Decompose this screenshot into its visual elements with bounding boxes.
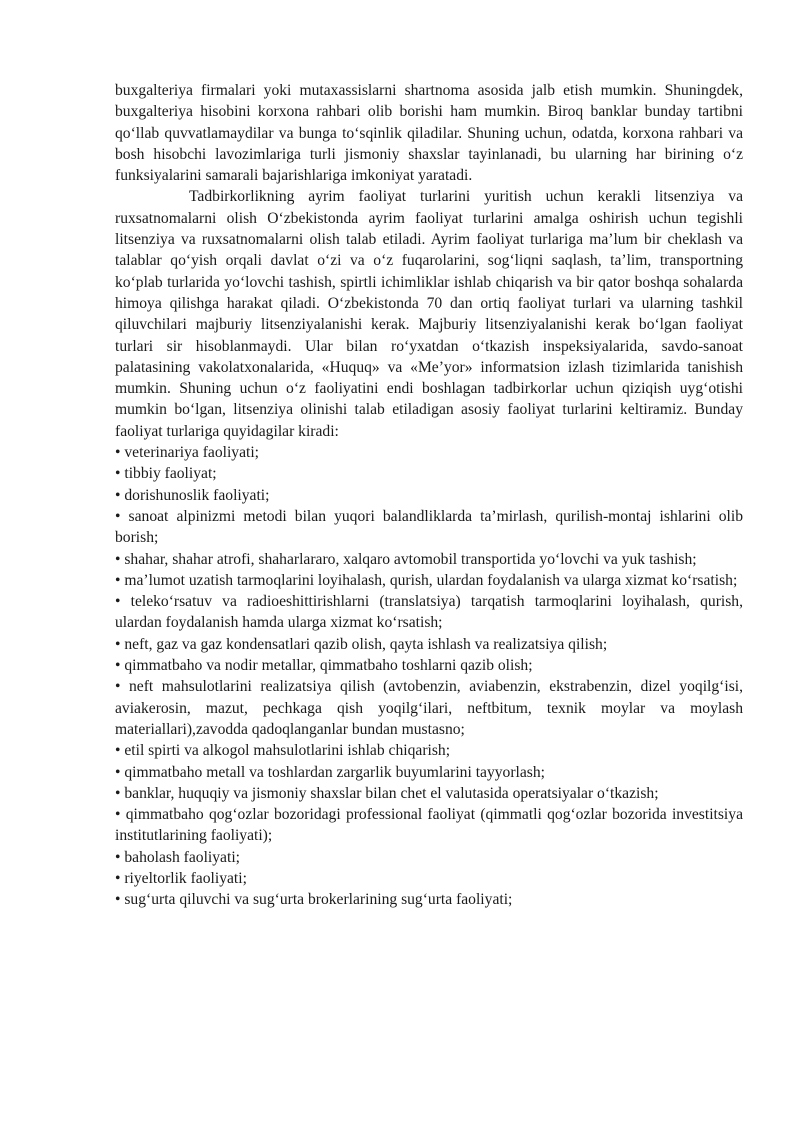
list-item: • shahar, shahar atrofi, shaharlararo, xalqaro avtomobil transportida yo‘lovchi va yuk tashish; — [115, 550, 697, 568]
list-item: • qimmatbaho metall va toshlardan zargarlik buyumlarini tayyorlash; — [115, 763, 545, 781]
list-item: • neft mahsulotlarini realizatsiya qilish (avtobenzin, aviabenzin, ekstrabenzin, dizel yoqilg‘isi, aviakerosin, mazut, pechkaga qish yoqilg‘ilari, neftbitum, texnik moylar va moylash materiallari),zavodda qadoqlanganlar bundan mustasno; — [115, 678, 743, 738]
list-item: • qimmatbaho qog‘ozlar bozoridagi professional faoliyat (qimmatli qog‘ozlar bozorida investitsiya institutlarining faoliyati); — [115, 806, 743, 845]
paragraph-continuation: buxgalteriya firmalari yoki mutaxassislarni shartnoma asosida jalb etish mumkin. Shuningdek, buxgalteriya hisobini korxona rahbari olib borishi ham mumkin. Biroq banklar bunday tartibni qo‘llab quvvatlamaydilar va bunga to‘sqinlik qiladilar. Shuning uchun, odatda, korxona rahbari va bosh hisobchi lavozimlariga turli jismoniy shaxslar tayinlanadi, bu ularning har birining o‘z funksiyalarini samarali bajarishlariga imkoniyat yaratadi. — [115, 82, 743, 185]
list-item: • banklar, huquqiy va jismoniy shaxslar bilan chet el valutasida operatsiyalar o‘tkazish; — [115, 784, 659, 802]
list-item: • sug‘urta qiluvchi va sug‘urta brokerlarining sug‘urta faoliyati; — [115, 891, 513, 909]
list-item: • teleko‘rsatuv va radioeshittirishlarni (translatsiya) tarqatish tarmoqlarini loyihalash, qurish, ulardan foydalanish hamda ularga xizmat ko‘rsatish; — [115, 593, 743, 632]
list-item: • sanoat alpinizmi metodi bilan yuqori balandliklarda ta’mirlash, qurilish-montaj ishlarini olib borish; — [115, 507, 743, 547]
licensed-activities-list — [115, 442, 743, 911]
paragraph-licensing-intro: Tadbirkorlikning ayrim faoliyat turlarini yuritish uchun kerakli litsenziya va ruxsatnomalarni olish O‘zbekistonda ayrim faoliyat turlarini amalga oshirish uchun tegishli litsenziya va ruxsatnomalarni olish talab etiladi. Ayrim faoliyat turlariga ma’lum bir cheklash va talablar qo‘yish orqali davlat o‘zi va o‘z fuqarolarini, sog‘liqni saqlash, ta’lim, transportning ko‘plab turlarida yo‘lovchi tashish, spirtli ichimliklar ishlab chiqarish va bir qator boshqa sohalarda himoya qilishga harakat qiladi. O‘zbekistonda 70 dan ortiq faoliyat turlari va ularning tashkil qiluvchilari majburiy litsenziyalanishi kerak. Majburiy litsenziyalanishi kerak bo‘lgan faoliyat turlari sir hisoblanmaydi. Ular bilan ro‘yxatdan o‘tkazish inspeksiyalarida, savdo-sanoat palatasining vakolatxonalarida, «Huquq» va «Me’yor» informatsion izlash tizimlarida tanishish mumkin. Shuning uchun o‘z faoliyatini endi boshlagan tadbirkorlar uchun qiziqish uyg‘otishi mumkin bo‘lgan, litsenziya olinishi talab etiladigan asosiy faoliyat turlarini keltiramiz. Bunday faoliyat turlariga quyidagilar kiradi: — [115, 188, 743, 440]
list-item: • riyeltorlik faoliyati; — [115, 869, 247, 887]
list-item: • ma’lumot uzatish tarmoqlarini loyihalash, qurish, ulardan foydalanish va ularga xizmat ko‘rsatish; — [115, 571, 738, 589]
list-item: • qimmatbaho va nodir metallar, qimmatbaho toshlarni qazib olish; — [115, 657, 533, 675]
list-item: • tibbiy faoliyat; — [115, 465, 217, 483]
list-item: • neft, gaz va gaz kondensatlari qazib olish, qayta ishlash va realizatsiya qilish; — [115, 635, 608, 653]
list-item: • dorishunoslik faoliyati; — [115, 486, 270, 504]
document-page — [115, 80, 743, 911]
list-item: • baholash faoliyati; — [115, 848, 240, 866]
list-item: • veterinariya faoliyati; — [115, 444, 260, 462]
list-item: • etil spirti va alkogol mahsulotlarini ishlab chiqarish; — [115, 742, 451, 760]
